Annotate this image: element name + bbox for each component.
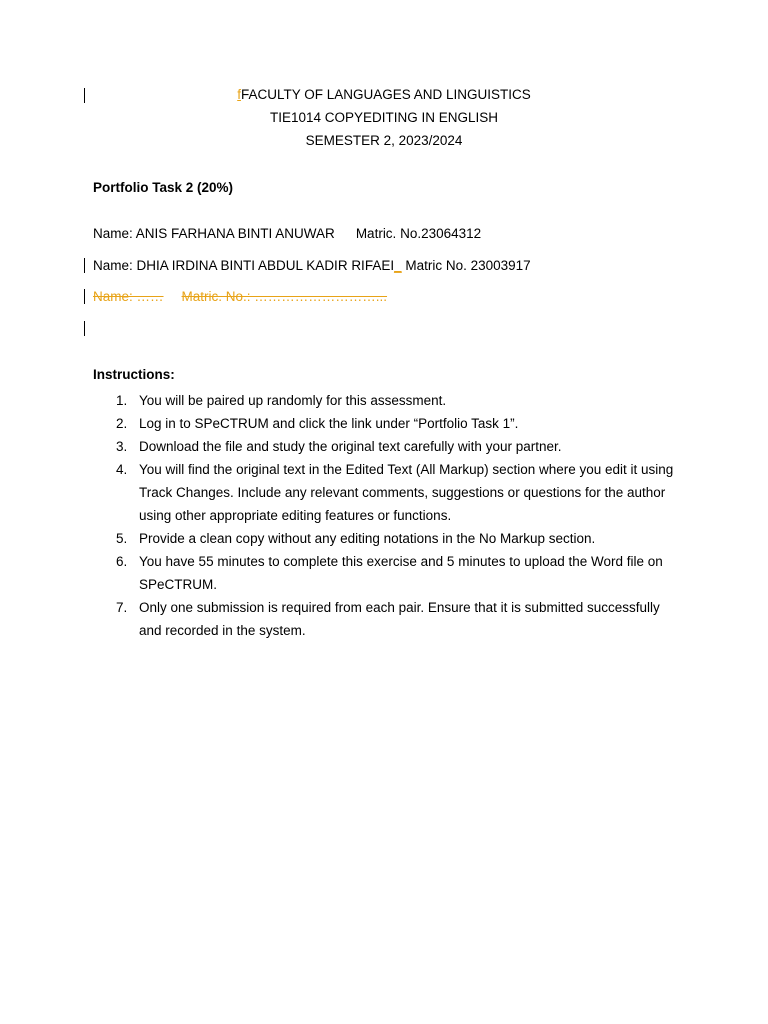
list-item: 4. You will find the original text in the Edited Text (All Markup) section where you edit it using Track Changes. Include any relevant comments, suggestions or questions for the author using other appropriate editing features or functions. [116,462,674,523]
list-item: 6. You have 55 minutes to complete this exercise and 5 minutes to upload the Word file on SPeCTRUM. [116,554,663,592]
student-line-2 [93,257,531,275]
student-line-1 [93,225,481,243]
list-item: 2. Log in to SPeCTRUM and click the link under “Portfolio Task 1”. [116,416,519,431]
deleted-student-line [93,288,387,306]
semester-heading: SEMESTER 2, 2023/2024 [305,133,463,148]
deleted-matric: Matric. No.: ………………………... [181,289,388,304]
instructions-heading: Instructions: [93,367,175,382]
change-bar [84,321,85,336]
deleted-name: Name: …… [93,289,164,304]
change-bar [84,289,85,304]
inserted-text: _ [394,258,402,273]
student-name: Name: DHIA IRDINA BINTI ABDUL KADIR RIFAEI [93,258,395,273]
student-matric: Matric No. 23003917 [401,258,531,273]
change-bar [84,258,85,273]
list-item: 7. Only one submission is required from each pair. Ensure that it is submitted successfully and recorded in the system. [116,600,660,638]
list-item: 1. You will be paired up randomly for this assessment. [116,393,447,408]
list-item: 3. Download the file and study the original text carefully with your partner. [116,439,562,454]
instructions-list [93,389,678,642]
list-item: 5. Provide a clean copy without any editing notations in the No Markup section. [116,531,596,546]
student-matric: Matric. No.23064312 [355,226,482,241]
faculty-heading [0,86,768,104]
student-name: Name: ANIS FARHANA BINTI ANUWAR [93,226,335,241]
faculty-text: FACULTY OF LANGUAGES AND LINGUISTICS [240,87,531,102]
task-title: Portfolio Task 2 (20%) [93,180,234,195]
inserted-text: f [237,87,241,102]
course-heading: TIE1014 COPYEDITING IN ENGLISH [269,110,499,125]
